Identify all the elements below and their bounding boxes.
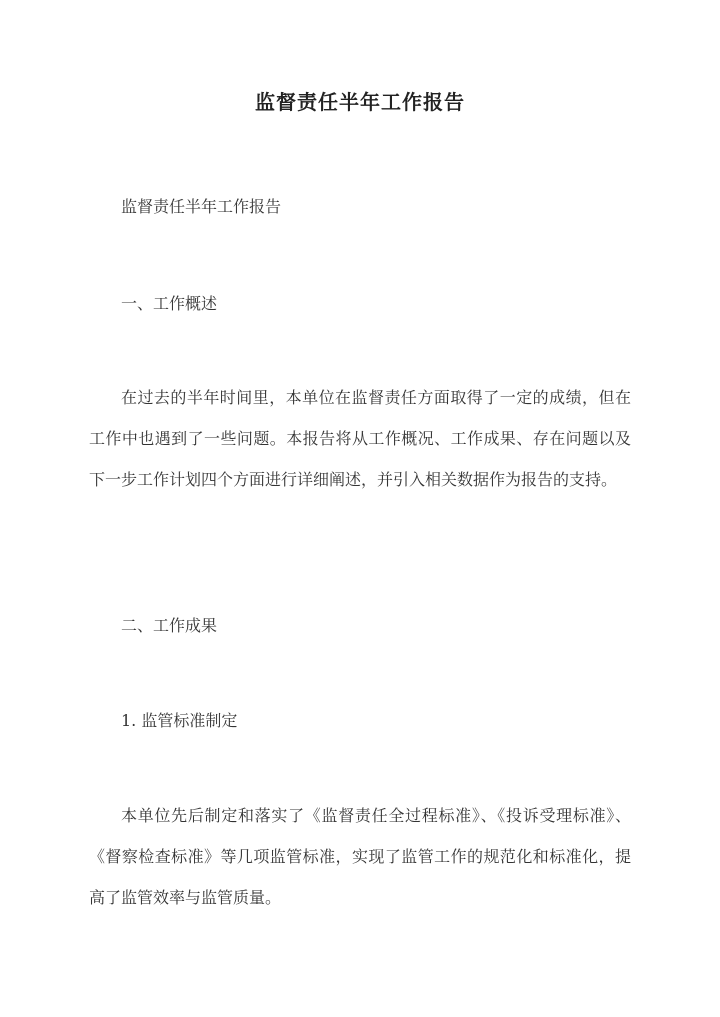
section-2-heading: 二、工作成果 (121, 616, 218, 635)
document-subtitle: 监督责任半年工作报告 (121, 197, 282, 216)
document-title: 监督责任半年工作报告 (255, 90, 465, 114)
section-1-heading: 一、工作概述 (121, 294, 218, 313)
subsection-1-paragraph: 本单位先后制定和落实了《监督责任全过程标准》、《投诉受理标准》、《督察检查标准》等几项监管标准，实现了监管工作的规范化和标准化，提高了监管效率与监管质量。 (89, 806, 631, 907)
subsection-1-heading: 1. 监管标准制定 (121, 711, 238, 730)
section-1-paragraph: 在过去的半年时间里，本单位在监督责任方面取得了一定的成绩，但在工作中也遇到了一些问题。本报告将从工作概况、工作成果、存在问题以及下一步工作计划四个方面进行详细阐述，并引入相关数据作为报告的支持。 (89, 388, 631, 489)
